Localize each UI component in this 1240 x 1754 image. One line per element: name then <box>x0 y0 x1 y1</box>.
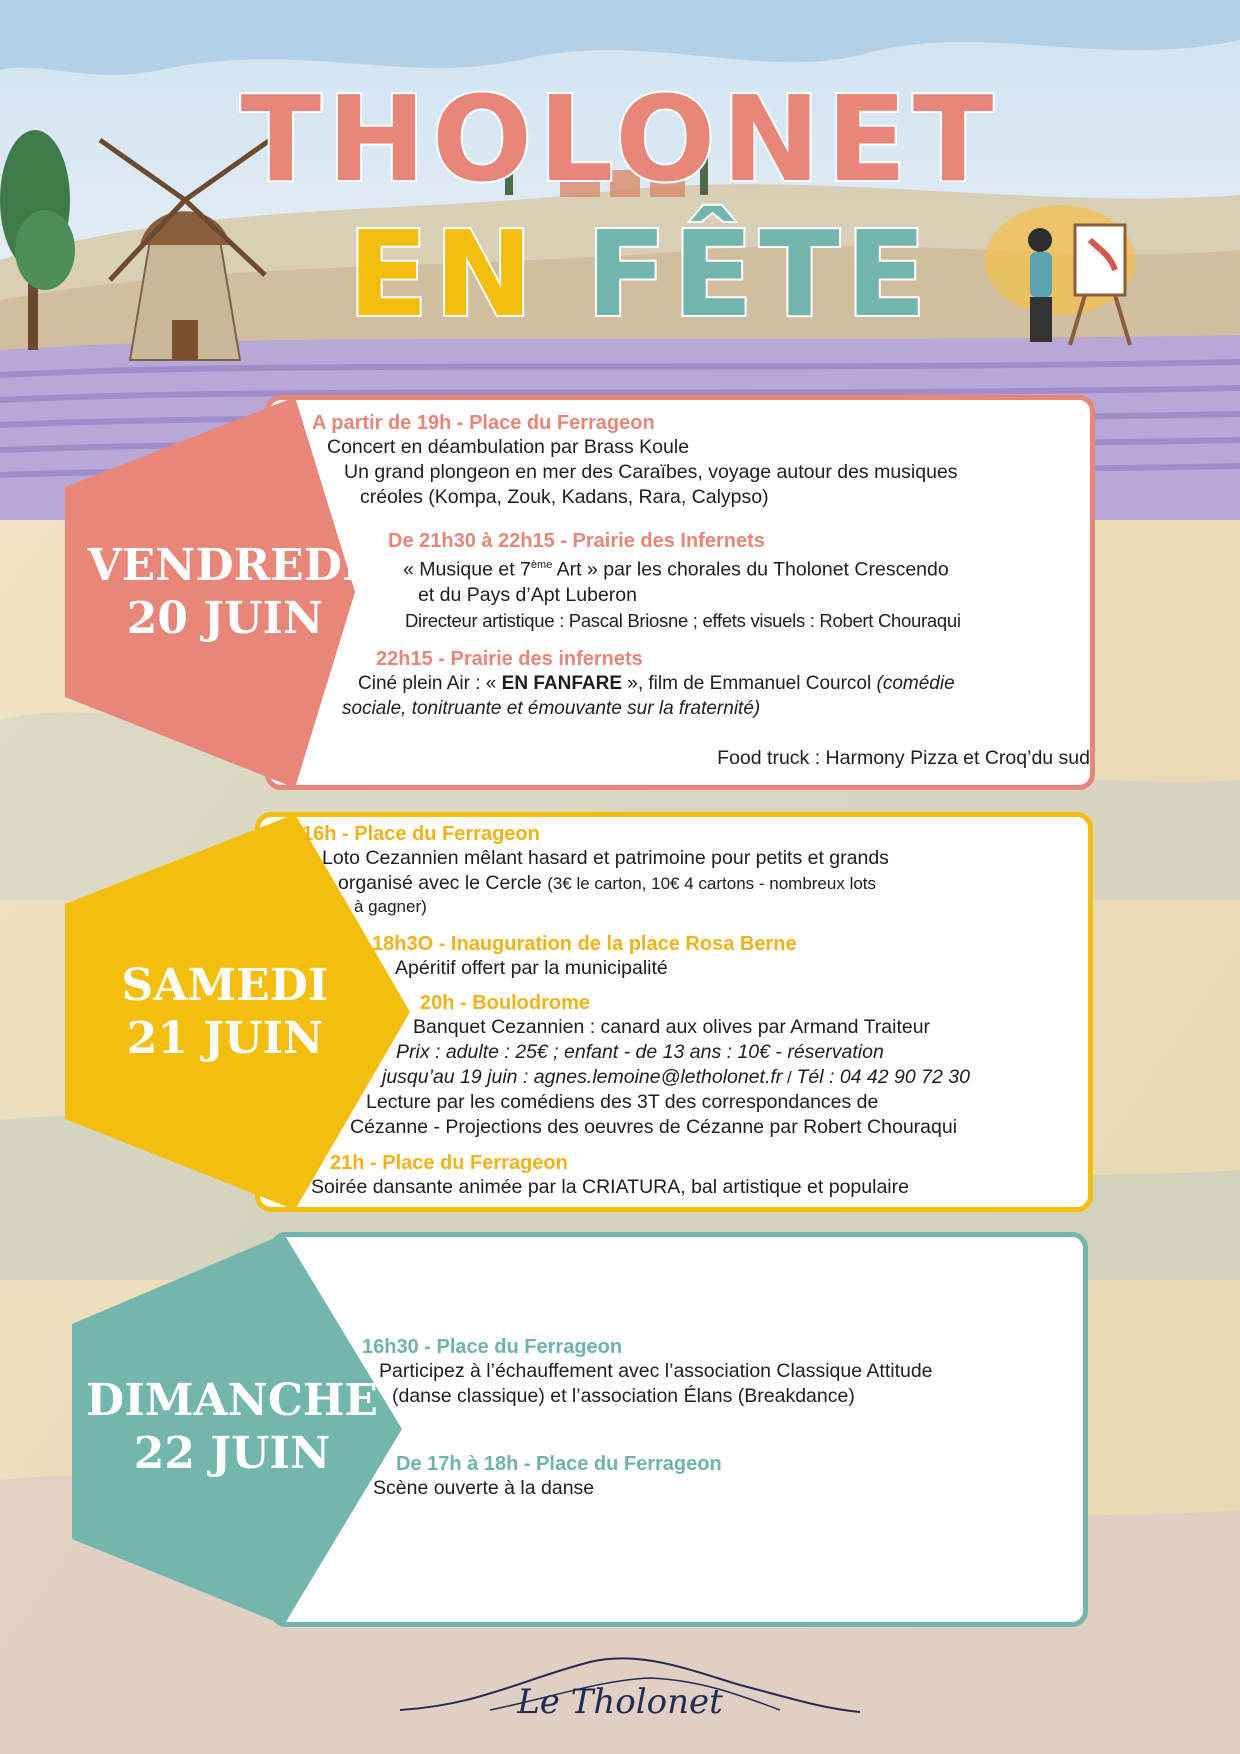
saturday-event-3 <box>350 992 970 1140</box>
friday-event-1 <box>312 412 958 510</box>
event-line: Lecture par les comédiens des 3T des correspondances de <box>366 1091 879 1113</box>
event-line: sociale, tonitruante et émouvante sur la fraternité) <box>342 698 761 719</box>
event-time: 16h30 - Place du Ferrageon <box>362 1336 623 1358</box>
event-line: Participez à l’échauffement avec l’association Classique Attitude <box>379 1360 933 1382</box>
sunday-event-2 <box>373 1453 722 1501</box>
event-line: Ciné plein Air : « EN FANFARE », film de Emmanuel Courcol (comédie <box>358 673 955 694</box>
title-en: EN <box>347 205 539 343</box>
event-line: organisé avec le Cercle (3€ le carton, 10€ 4 cartons - nombreux lots <box>338 872 877 894</box>
event-line: créoles (Kompa, Zouk, Kadans, Rara, Calypso) <box>360 486 769 508</box>
event-line: (danse classique) et l’association Élans (Breakdance) <box>392 1385 855 1407</box>
saturday-event-2 <box>372 933 797 981</box>
event-line: « Musique et 7ème Art » par les chorales du Tholonet Crescendo <box>403 558 949 581</box>
event-time: A partir de 19h - Place du Ferrageon <box>312 412 655 434</box>
event-time: 16h - Place du Ferrageon <box>302 823 540 845</box>
saturday-event-4 <box>311 1152 909 1200</box>
friday-event-3 <box>342 648 955 721</box>
event-line: Apéritif offert par la municipalité <box>395 957 668 979</box>
title-line-2 <box>20 205 1240 343</box>
event-line: Concert en déambulation par Brass Koule <box>327 436 690 458</box>
friday-food-truck: Food truck : Harmony Pizza et Croq’du sud <box>717 747 1090 769</box>
event-time: 20h - Boulodrome <box>420 992 591 1014</box>
sunday-event-1 <box>362 1336 933 1409</box>
event-line: Banquet Cezannien : canard aux olives par Armand Traiteur <box>413 1016 931 1038</box>
title-fete: FÊTE <box>586 205 933 343</box>
friday-event-2 <box>388 530 961 633</box>
friday-label: VENDREDI 20 JUIN <box>87 540 363 644</box>
event-line: et du Pays d’Apt Luberon <box>418 583 637 606</box>
event-line: Loto Cezannien mêlant hasard et patrimoine pour petits et grands <box>322 847 889 869</box>
event-line: à gagner) <box>354 897 427 916</box>
event-time: 18h3O - Inauguration de la place Rosa Berne <box>372 933 797 955</box>
signature-le-tholonet: Le Tholonet <box>517 1682 723 1722</box>
event-time: 21h - Place du Ferrageon <box>330 1152 568 1174</box>
saturday-label: SAMEDI 21 JUIN <box>121 960 329 1064</box>
event-time: De 17h à 18h - Place du Ferrageon <box>396 1453 722 1475</box>
event-line: Scène ouverte à la danse <box>373 1477 595 1499</box>
event-time: 22h15 - Prairie des infernets <box>376 648 643 670</box>
event-line: jusqu’au 19 juin : agnes.lemoine@letholonet.fr / Tél : 04 42 90 72 30 <box>382 1066 970 1088</box>
sunday-label: DIMANCHE 22 JUIN <box>86 1375 378 1479</box>
title-line-1: THOLONET <box>240 70 1000 208</box>
event-line: Prix : adulte : 25€ ; enfant - de 13 ans : 10€ - réservation <box>396 1041 884 1063</box>
event-line: Cézanne - Projections des oeuvres de Cézanne par Robert Chouraqui <box>350 1116 958 1138</box>
event-line: Soirée dansante animée par la CRIATURA, bal artistique et populaire <box>311 1176 909 1198</box>
event-time: De 21h30 à 22h15 - Prairie des Infernets <box>388 530 765 552</box>
event-line: Directeur artistique : Pascal Briosne ; effets visuels : Robert Chouraqui <box>405 609 961 631</box>
event-line: Un grand plongeon en mer des Caraïbes, voyage autour des musiques <box>344 461 958 483</box>
saturday-event-1 <box>302 823 889 917</box>
